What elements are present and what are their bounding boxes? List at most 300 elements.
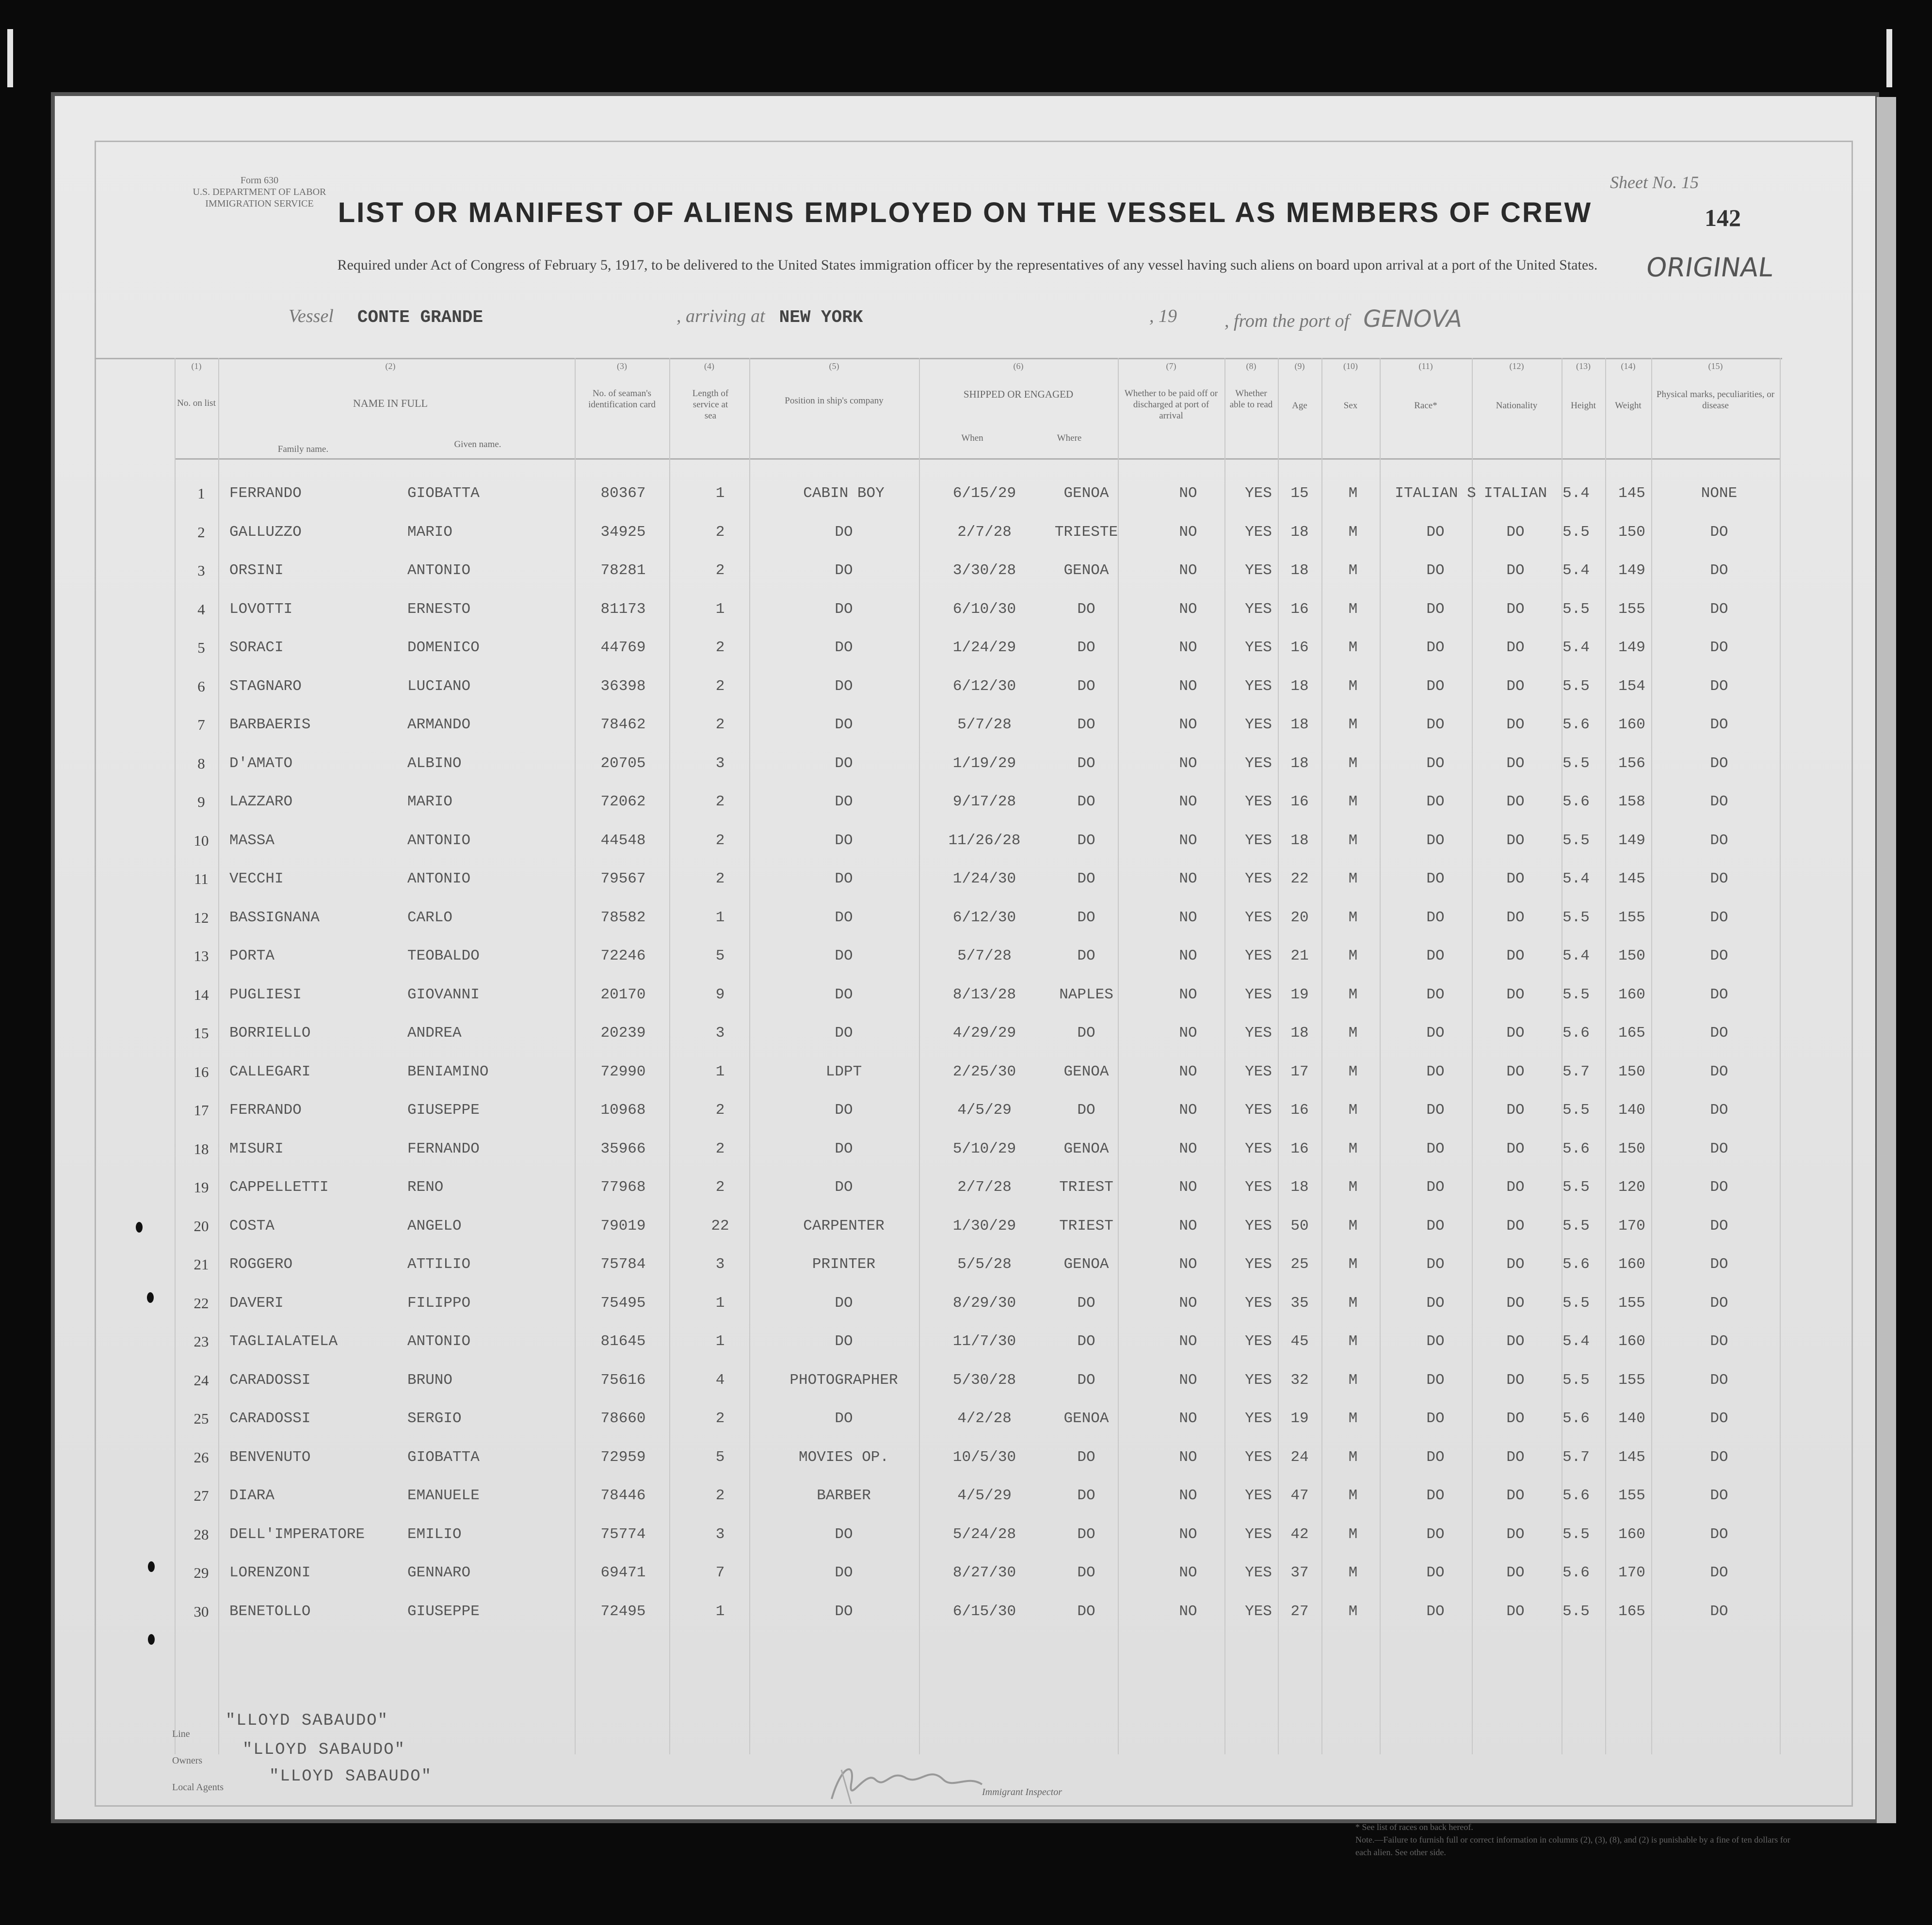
year-label: , 19 — [1149, 306, 1177, 326]
cell-given: ANGELO — [407, 1217, 462, 1235]
col-head-card: No. of seaman's identification card — [588, 388, 656, 410]
col-head-length: Length of service at sea — [692, 388, 729, 421]
vessel-field — [289, 305, 483, 327]
cell-no: 25 — [193, 1410, 209, 1427]
cell-weight: 160 — [1618, 716, 1645, 733]
cell-paid: NO — [1179, 716, 1197, 733]
cell-length: 2 — [715, 1487, 725, 1504]
cell-sex: M — [1348, 909, 1358, 926]
cell-weight: 165 — [1618, 1025, 1645, 1042]
cell-family: PORTA — [229, 947, 275, 964]
cell-family: BARBAERIS — [229, 716, 311, 733]
cell-when: 2/7/28 — [957, 1179, 1012, 1196]
scan-edge-mark — [7, 29, 13, 87]
cell-given: ERNESTO — [407, 600, 471, 618]
cell-position: CARPENTER — [803, 1217, 885, 1235]
inspector-label: Immigrant Inspector — [982, 1787, 1062, 1797]
cell-where: DO — [1077, 1448, 1095, 1466]
cell-no: 10 — [193, 832, 209, 849]
cell-race: DO — [1426, 909, 1445, 926]
cell-length: 2 — [715, 870, 725, 887]
cell-length: 2 — [715, 1179, 725, 1196]
col-head-where: Where — [1057, 433, 1082, 443]
cell-nationality: DO — [1506, 1487, 1525, 1504]
cell-sex: M — [1348, 1217, 1358, 1235]
cell-height: 5.5 — [1562, 1525, 1590, 1543]
cell-family: DAVERI — [229, 1294, 284, 1312]
cell-nationality: DO — [1506, 909, 1525, 926]
cell-given: ANTONIO — [407, 1333, 471, 1350]
cell-length: 2 — [715, 523, 725, 541]
cell-length: 2 — [715, 639, 725, 656]
cell-height: 5.5 — [1562, 1294, 1590, 1312]
cell-race: DO — [1426, 754, 1445, 772]
cell-position: DO — [835, 1603, 853, 1620]
cell-sex: M — [1348, 947, 1358, 964]
cell-nationality: DO — [1506, 1179, 1525, 1196]
cell-weight: 160 — [1618, 1525, 1645, 1543]
cell-sex: M — [1348, 1603, 1358, 1620]
cell-card: 81173 — [600, 600, 646, 618]
cell-position: BARBER — [817, 1487, 871, 1504]
cell-physical: DO — [1710, 716, 1728, 733]
cell-family: VECCHI — [229, 870, 284, 887]
cell-card: 10968 — [600, 1102, 646, 1119]
year-field — [1149, 305, 1177, 327]
cell-physical: DO — [1710, 1410, 1728, 1427]
cell-race: DO — [1426, 870, 1445, 887]
arriving-label: , arriving at — [676, 306, 765, 326]
col-head-age: Age — [1292, 401, 1307, 411]
cell-paid: NO — [1179, 947, 1197, 964]
cell-physical: DO — [1710, 523, 1728, 541]
cell-no: 30 — [193, 1603, 209, 1620]
table-row — [51, 1410, 1879, 1442]
cell-age: 25 — [1290, 1256, 1309, 1273]
cell-no: 12 — [193, 909, 209, 926]
cell-height: 5.6 — [1562, 1564, 1590, 1581]
table-row — [51, 1025, 1879, 1057]
cell-given: GENNARO — [407, 1564, 471, 1581]
cell-sex: M — [1348, 986, 1358, 1003]
col-num-7: (7) — [1166, 361, 1176, 371]
cell-read: YES — [1245, 1179, 1272, 1196]
cell-given: GIOBATTA — [407, 485, 480, 502]
cell-weight: 149 — [1618, 562, 1645, 579]
cell-physical: DO — [1710, 1371, 1728, 1389]
cell-height: 5.5 — [1562, 523, 1590, 541]
cell-no: 14 — [193, 986, 209, 1003]
cell-given: FILIPPO — [407, 1294, 471, 1312]
vessel-label: Vessel — [289, 306, 334, 326]
cell-paid: NO — [1179, 1448, 1197, 1466]
cell-length: 7 — [715, 1564, 725, 1581]
cell-physical: DO — [1710, 1179, 1728, 1196]
cell-when: 11/26/28 — [948, 832, 1021, 849]
cell-card: 44769 — [600, 639, 646, 656]
cell-paid: NO — [1179, 485, 1197, 502]
cell-when: 6/15/30 — [952, 1603, 1016, 1620]
cell-card: 77968 — [600, 1179, 646, 1196]
arriving-field — [676, 305, 863, 327]
cell-when: 2/7/28 — [957, 523, 1012, 541]
cell-read: YES — [1245, 1487, 1272, 1504]
cell-paid: NO — [1179, 1179, 1197, 1196]
cell-family: CALLEGARI — [229, 1063, 311, 1080]
cell-paid: NO — [1179, 639, 1197, 656]
cell-no: 24 — [193, 1371, 209, 1389]
cell-paid: NO — [1179, 1256, 1197, 1273]
cell-race: DO — [1426, 1025, 1445, 1042]
original-stamp: ORIGINAL — [1644, 252, 1775, 283]
cell-race: DO — [1426, 1179, 1445, 1196]
cell-height: 5.5 — [1562, 909, 1590, 926]
cell-weight: 165 — [1618, 1603, 1645, 1620]
cell-paid: NO — [1179, 562, 1197, 579]
col-num-11: (11) — [1418, 361, 1433, 371]
cell-family: MASSA — [229, 832, 275, 849]
col-num-13: (13) — [1576, 361, 1591, 371]
cell-height: 5.5 — [1562, 1217, 1590, 1235]
cell-physical: DO — [1710, 793, 1728, 810]
cell-no: 22 — [193, 1294, 209, 1312]
cell-where: TRIESTE — [1054, 523, 1118, 541]
cell-no: 15 — [193, 1025, 209, 1042]
cell-length: 1 — [715, 1333, 725, 1350]
cell-sex: M — [1348, 600, 1358, 618]
cell-family: FERRANDO — [229, 485, 302, 502]
cell-given: GIOVANNI — [407, 986, 480, 1003]
cell-card: 72495 — [600, 1603, 646, 1620]
cell-read: YES — [1245, 1333, 1272, 1350]
cell-weight: 145 — [1618, 485, 1645, 502]
cell-card: 72062 — [600, 793, 646, 810]
cell-height: 5.6 — [1562, 1410, 1590, 1427]
cell-nationality: DO — [1506, 754, 1525, 772]
cell-nationality: DO — [1506, 1294, 1525, 1312]
cell-paid: NO — [1179, 677, 1197, 695]
cell-card: 79019 — [600, 1217, 646, 1235]
table-row — [51, 1603, 1879, 1635]
cell-read: YES — [1245, 485, 1272, 502]
table-row — [51, 524, 1879, 556]
cell-weight: 150 — [1618, 947, 1645, 964]
cell-height: 5.5 — [1562, 986, 1590, 1003]
cell-weight: 120 — [1618, 1179, 1645, 1196]
col-head-sex: Sex — [1343, 401, 1358, 411]
table-row — [51, 793, 1879, 825]
cell-position: DO — [835, 793, 853, 810]
cell-read: YES — [1245, 986, 1272, 1003]
cell-when: 1/19/29 — [952, 754, 1016, 772]
cell-where: GENOA — [1063, 1256, 1109, 1273]
cell-weight: 150 — [1618, 523, 1645, 541]
cell-length: 2 — [715, 832, 725, 849]
cell-nationality: DO — [1506, 986, 1525, 1003]
cell-nationality: DO — [1506, 1603, 1525, 1620]
ink-mark — [148, 1634, 155, 1645]
cell-height: 5.5 — [1562, 1179, 1590, 1196]
col-num-5: (5) — [829, 361, 839, 371]
cell-position: DO — [835, 639, 853, 656]
cell-position: DO — [835, 754, 853, 772]
cell-race: DO — [1426, 600, 1445, 618]
cell-position: DO — [835, 986, 853, 1003]
cell-family: SORACI — [229, 639, 284, 656]
cell-length: 2 — [715, 1140, 725, 1157]
col-num-14: (14) — [1621, 361, 1636, 371]
cell-read: YES — [1245, 1564, 1272, 1581]
cell-card: 75784 — [600, 1256, 646, 1273]
cell-position: DO — [835, 947, 853, 964]
cell-when: 8/13/28 — [952, 986, 1016, 1003]
cell-sex: M — [1348, 716, 1358, 733]
cell-age: 50 — [1290, 1217, 1309, 1235]
cell-no: 13 — [193, 947, 209, 964]
cell-paid: NO — [1179, 523, 1197, 541]
cell-card: 78462 — [600, 716, 646, 733]
cell-weight: 149 — [1618, 832, 1645, 849]
cell-card: 79567 — [600, 870, 646, 887]
cell-when: 4/2/28 — [957, 1410, 1012, 1427]
cell-height: 5.4 — [1562, 485, 1590, 502]
cell-when: 1/24/30 — [952, 870, 1016, 887]
cell-given: MARIO — [407, 523, 453, 541]
cell-when: 5/7/28 — [957, 947, 1012, 964]
cell-weight: 156 — [1618, 754, 1645, 772]
cell-no: 2 — [197, 523, 205, 541]
cell-card: 72959 — [600, 1448, 646, 1466]
cell-sex: M — [1348, 1410, 1358, 1427]
cell-physical: DO — [1710, 677, 1728, 695]
cell-read: YES — [1245, 600, 1272, 618]
manifest-sheet — [51, 92, 1879, 1857]
cell-physical: DO — [1710, 600, 1728, 618]
cell-race: DO — [1426, 1487, 1445, 1504]
cell-when: 6/12/30 — [952, 677, 1016, 695]
cell-where: DO — [1077, 1371, 1095, 1389]
table-row — [51, 986, 1879, 1018]
cell-physical: DO — [1710, 1448, 1728, 1466]
cell-read: YES — [1245, 677, 1272, 695]
cell-where: DO — [1077, 1333, 1095, 1350]
cell-weight: 155 — [1618, 1294, 1645, 1312]
cell-when: 5/7/28 — [957, 716, 1012, 733]
table-row — [51, 1487, 1879, 1519]
cell-height: 5.5 — [1562, 677, 1590, 695]
cell-age: 19 — [1290, 1410, 1309, 1427]
cell-given: ALBINO — [407, 754, 462, 772]
scan-edge-mark — [1886, 29, 1892, 87]
col-head-position: Position in ship's company — [785, 396, 884, 406]
cell-no: 9 — [197, 793, 205, 810]
cell-where: GENOA — [1063, 485, 1109, 502]
cell-height: 5.6 — [1562, 1140, 1590, 1157]
cell-position: DO — [835, 562, 853, 579]
col-head-paid: Whether to be paid off or discharged at port of arrival — [1124, 388, 1218, 421]
cell-age: 18 — [1290, 754, 1309, 772]
cell-length: 1 — [715, 909, 725, 926]
cell-read: YES — [1245, 1063, 1272, 1080]
cell-age: 27 — [1290, 1603, 1309, 1620]
cell-weight: 158 — [1618, 793, 1645, 810]
cell-sex: M — [1348, 677, 1358, 695]
cell-length: 3 — [715, 1256, 725, 1273]
cell-paid: NO — [1179, 870, 1197, 887]
cell-position: DO — [835, 677, 853, 695]
table-row — [51, 716, 1879, 748]
cell-race: DO — [1426, 1102, 1445, 1119]
cell-position: DO — [835, 870, 853, 887]
cell-age: 16 — [1290, 639, 1309, 656]
cell-where: DO — [1077, 754, 1095, 772]
cell-given: EMANUELE — [407, 1487, 480, 1504]
cell-height: 5.4 — [1562, 639, 1590, 656]
page-subtitle: Required under Act of Congress of February 5, 1917, to be delivered to the United States immigration officer by the representatives of any vessel having such aliens on board upon arrival at a port of the United States. — [337, 257, 1598, 273]
cell-age: 42 — [1290, 1525, 1309, 1543]
cell-length: 2 — [715, 1410, 725, 1427]
cell-age: 45 — [1290, 1333, 1309, 1350]
cell-when: 1/24/29 — [952, 639, 1016, 656]
cell-read: YES — [1245, 1256, 1272, 1273]
col-num-9: (9) — [1294, 361, 1305, 371]
cell-no: 21 — [193, 1256, 209, 1273]
cell-family: ROGGERO — [229, 1256, 293, 1273]
cell-when: 4/29/29 — [952, 1025, 1016, 1042]
cell-card: 75495 — [600, 1294, 646, 1312]
col-num-4: (4) — [704, 361, 714, 371]
cell-where: DO — [1077, 832, 1095, 849]
cell-height: 5.5 — [1562, 1102, 1590, 1119]
cell-paid: NO — [1179, 1294, 1197, 1312]
cell-family: LOVOTTI — [229, 600, 293, 618]
cell-read: YES — [1245, 1371, 1272, 1389]
cell-family: MISURI — [229, 1140, 284, 1157]
cell-when: 5/10/29 — [952, 1140, 1016, 1157]
cell-physical: DO — [1710, 1025, 1728, 1042]
cell-length: 3 — [715, 1525, 725, 1543]
cell-read: YES — [1245, 523, 1272, 541]
cell-when: 9/17/28 — [952, 793, 1016, 810]
cell-nationality: DO — [1506, 1063, 1525, 1080]
cell-physical: DO — [1710, 1140, 1728, 1157]
cell-given: FERNANDO — [407, 1140, 480, 1157]
cell-when: 3/30/28 — [952, 562, 1016, 579]
cell-where: GENOA — [1063, 1410, 1109, 1427]
cell-given: ANDREA — [407, 1025, 462, 1042]
cell-where: DO — [1077, 1294, 1095, 1312]
cell-given: EMILIO — [407, 1525, 462, 1543]
cell-family: ORSINI — [229, 562, 284, 579]
cell-card: 81645 — [600, 1333, 646, 1350]
footnote-penalty: Note.—Failure to furnish full or correct information in columns (2), (3), (8), and (2) is punishable by a fine of ten dollars for each alien. See other side. — [1355, 1835, 1790, 1857]
cell-height: 5.5 — [1562, 832, 1590, 849]
cell-nationality: DO — [1506, 639, 1525, 656]
cell-physical: DO — [1710, 1487, 1728, 1504]
cell-where: GENOA — [1063, 562, 1109, 579]
cell-race: DO — [1426, 1525, 1445, 1543]
cell-sex: M — [1348, 1140, 1358, 1157]
ink-mark — [148, 1561, 155, 1572]
cell-given: ANTONIO — [407, 870, 471, 887]
cell-sex: M — [1348, 1025, 1358, 1042]
cell-height: 5.7 — [1562, 1448, 1590, 1466]
cell-given: GIUSEPPE — [407, 1102, 480, 1119]
cell-when: 5/5/28 — [957, 1256, 1012, 1273]
cell-read: YES — [1245, 562, 1272, 579]
cell-family: CARADOSSI — [229, 1410, 311, 1427]
col-head-when: When — [961, 433, 983, 443]
vessel-name: CONTE GRANDE — [357, 307, 483, 327]
cell-no: 4 — [197, 600, 205, 618]
cell-family: BASSIGNANA — [229, 909, 320, 926]
table-row — [51, 485, 1879, 517]
cell-paid: NO — [1179, 1217, 1197, 1235]
cell-when: 6/12/30 — [952, 909, 1016, 926]
cell-age: 15 — [1290, 485, 1309, 502]
col-head-weight: Weight — [1615, 401, 1642, 411]
cell-where: TRIEST — [1059, 1217, 1113, 1235]
cell-race: DO — [1426, 1371, 1445, 1389]
cell-no: 29 — [193, 1564, 209, 1581]
cell-paid: NO — [1179, 1102, 1197, 1119]
cell-card: 20170 — [600, 986, 646, 1003]
cell-position: DO — [835, 1333, 853, 1350]
cell-paid: NO — [1179, 793, 1197, 810]
cell-nationality: DO — [1506, 870, 1525, 887]
cell-where: DO — [1077, 1564, 1095, 1581]
cell-read: YES — [1245, 754, 1272, 772]
cell-where: NAPLES — [1059, 986, 1113, 1003]
cell-read: YES — [1245, 793, 1272, 810]
cell-given: TEOBALDO — [407, 947, 480, 964]
cell-nationality: DO — [1506, 716, 1525, 733]
cell-sex: M — [1348, 1333, 1358, 1350]
cell-physical: DO — [1710, 1603, 1728, 1620]
table-row — [51, 1140, 1879, 1172]
cell-race: DO — [1426, 1256, 1445, 1273]
cell-sex: M — [1348, 523, 1358, 541]
cell-sex: M — [1348, 832, 1358, 849]
cell-sex: M — [1348, 1179, 1358, 1196]
footnote — [1355, 1821, 1792, 1859]
col-head-given: Given name. — [454, 439, 501, 449]
table-row — [51, 1218, 1879, 1250]
dept-line-1: Form 630 — [240, 175, 279, 186]
cell-physical: DO — [1710, 1102, 1728, 1119]
cell-no: 26 — [193, 1448, 209, 1466]
cell-sex: M — [1348, 1564, 1358, 1581]
cell-family: COSTA — [229, 1217, 275, 1235]
cell-age: 21 — [1290, 947, 1309, 964]
dept-line-2: U.S. DEPARTMENT OF LABOR — [193, 187, 326, 197]
cell-weight: 140 — [1618, 1102, 1645, 1119]
cell-no: 6 — [197, 677, 205, 695]
cell-race: DO — [1426, 1333, 1445, 1350]
table-row — [51, 1256, 1879, 1288]
col-head-read: Whether able to read — [1229, 388, 1273, 410]
cell-weight: 149 — [1618, 639, 1645, 656]
cell-card: 69471 — [600, 1564, 646, 1581]
cell-race: DO — [1426, 947, 1445, 964]
cell-sex: M — [1348, 1371, 1358, 1389]
cell-paid: NO — [1179, 754, 1197, 772]
cell-nationality: DO — [1506, 1410, 1525, 1427]
table-row — [51, 1372, 1879, 1404]
from-port-field — [1224, 305, 1462, 333]
cell-where: DO — [1077, 677, 1095, 695]
cell-weight: 145 — [1618, 870, 1645, 887]
